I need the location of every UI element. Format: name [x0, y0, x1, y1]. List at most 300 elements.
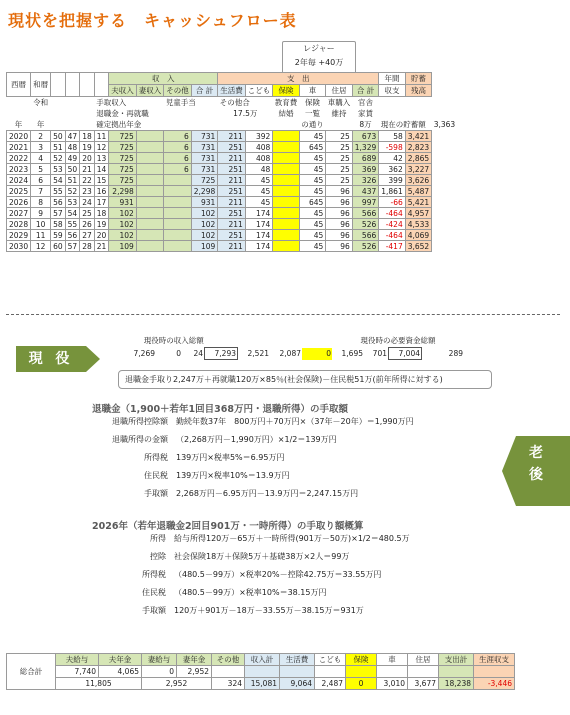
cell-y: 2028 [7, 219, 31, 230]
cell-total: 109 [191, 241, 217, 252]
table-row [7, 219, 458, 230]
cell-house: 25 [326, 175, 353, 186]
sub-edu: 教育費 [274, 98, 298, 107]
calc-label: 所得税 [142, 570, 166, 579]
cell-a3: 20 [80, 153, 95, 164]
bh-9: 車 [377, 654, 408, 666]
retire-heading: 退職金（1,900＋若年1回目368万円・退職所得）の手取額 [92, 404, 348, 415]
calc-text: 社会保険18万＋保険5万＋基礎38万×2人＝99万 [174, 552, 350, 561]
retire-lines [102, 416, 414, 506]
cell-total: 102 [191, 219, 217, 230]
cell-living: 251 [218, 142, 246, 153]
cell-exp: 526 [352, 219, 378, 230]
y2026-heading: 2026年（若年退職金2回目901万・一時所得）の手取り額概算 [92, 521, 364, 532]
b2-4: 324 [212, 678, 245, 690]
cell-r: 7 [31, 186, 51, 197]
cell-child: 174 [245, 230, 273, 241]
sub-other-sum: その他合 [219, 98, 250, 107]
cell-husband: 725 [109, 131, 137, 142]
cell-ins [273, 142, 300, 153]
summary-v2: 0 [176, 349, 181, 358]
cell-ins [273, 175, 300, 186]
sub-car2: 維持 [331, 109, 347, 118]
sub-ins3: の通り [301, 120, 324, 129]
cell-a3: 28 [80, 241, 95, 252]
summary-v5: 2,521 [247, 349, 269, 358]
sub-takehome: 手取収入 [96, 98, 127, 107]
cell-living: 211 [218, 241, 246, 252]
table-row [7, 164, 458, 175]
cell-wife [136, 142, 164, 153]
sub-dc-pension: 確定拠出年金 [96, 120, 142, 129]
cell-total: 931 [191, 197, 217, 208]
table-row [7, 175, 458, 186]
cell-y: 2025 [7, 186, 31, 197]
cell-bal: -417 [379, 241, 405, 252]
col-expense-total: 合 計 [352, 85, 378, 97]
cell-a4: 21 [94, 241, 109, 252]
table-row [7, 230, 458, 241]
cell-wife [136, 164, 164, 175]
cell-r: 5 [31, 164, 51, 175]
cell-bal: -598 [379, 142, 405, 153]
cell-car: 45 [299, 164, 326, 175]
cell-car: 45 [299, 131, 326, 142]
cell-y: 2022 [7, 153, 31, 164]
col-car: 車 [299, 85, 326, 97]
calc-line [120, 569, 410, 587]
cell-living: 251 [218, 230, 246, 241]
table-row [7, 186, 458, 197]
calc-line [102, 434, 414, 452]
cell-r: 8 [31, 197, 51, 208]
cell-bal: -464 [379, 208, 405, 219]
calc-line [102, 452, 414, 470]
cell-other [164, 208, 192, 219]
col-annual: 年間 [379, 73, 405, 85]
cell-total: 731 [191, 153, 217, 164]
calc-line [120, 533, 410, 551]
calc-text: 勤続年数37年 800万円＋70万円×（37年－20年）＝1,990万円 [176, 417, 414, 426]
calc-text: （480.5－99万）×税率20%－控除42.75万＝33.55万円 [174, 570, 382, 579]
cell-r: 3 [31, 142, 51, 153]
sub-ins: 保険 [305, 98, 321, 107]
cell-a3: 26 [80, 219, 95, 230]
cell-ins [273, 131, 300, 142]
cell-other [164, 241, 192, 252]
calc-text: 120万＋901万－18万－33.55万－38.15万＝931万 [174, 606, 364, 615]
cell-total: 725 [191, 175, 217, 186]
b2-8: 0 [346, 678, 377, 690]
summary-expense-label: 現役時の必要資金総額 [360, 336, 436, 345]
cell-total: 731 [191, 142, 217, 153]
cell-wife [136, 219, 164, 230]
retire-arrow [502, 436, 516, 506]
cell-a2: 55 [65, 219, 80, 230]
cell-a1: 55 [51, 186, 66, 197]
cell-husband: 109 [109, 241, 137, 252]
b1-1: 4,065 [99, 666, 142, 678]
cell-child: 174 [245, 241, 273, 252]
cell-r: 9 [31, 208, 51, 219]
retire-badge-text: 老後 [529, 445, 543, 483]
cell-ins [273, 219, 300, 230]
calc-text: （2,268万円－1,990万円）×1/2＝139万円 [176, 435, 337, 444]
cell-sav: 4,957 [405, 208, 431, 219]
cell-husband: 725 [109, 142, 137, 153]
b2-11: 18,238 [439, 678, 474, 690]
calc-label: 手取額 [144, 489, 168, 498]
cell-other [164, 186, 192, 197]
cell-living: 251 [218, 208, 246, 219]
cell-y: 2026 [7, 197, 31, 208]
cell-a2: 50 [65, 164, 80, 175]
cell-child: 45 [245, 175, 273, 186]
cell-house: 25 [326, 164, 353, 175]
cell-bal: 1,861 [379, 186, 405, 197]
expense-group-header: 支 出 [218, 73, 379, 85]
b1-3: 2,952 [177, 666, 212, 678]
col-husband: 夫収入 [109, 85, 137, 97]
cell-other [164, 175, 192, 186]
summary-v4: 7,293 [205, 348, 238, 360]
cell-house: 96 [326, 197, 353, 208]
cell-sav: 3,227 [405, 164, 431, 175]
cell-a1: 51 [51, 142, 66, 153]
cell-living: 211 [218, 175, 246, 186]
col-savings2: 残高 [405, 85, 431, 97]
cell-a4: 18 [94, 208, 109, 219]
cell-a3: 24 [80, 197, 95, 208]
col-income-total: 合 計 [191, 85, 217, 97]
calc-label: 住民税 [144, 471, 168, 480]
bh-0: 夫給与 [56, 654, 99, 666]
cell-child: 45 [245, 186, 273, 197]
calc-line [120, 605, 410, 623]
b2-12: -3,446 [474, 678, 515, 690]
cell-r: 4 [31, 153, 51, 164]
cell-ins [273, 197, 300, 208]
calc-text: 給与所得120万－65万＋一時所得(901万－50万)×1/2＝480.5万 [174, 534, 410, 543]
cell-a2: 48 [65, 142, 80, 153]
cell-sav: 3,421 [405, 131, 431, 142]
total-table [6, 653, 515, 690]
cell-y: 2021 [7, 142, 31, 153]
cell-ins [273, 164, 300, 175]
b1-2: 0 [142, 666, 177, 678]
summary-v3: 24 [193, 349, 203, 358]
col-wife: 妻収入 [136, 85, 164, 97]
calc-line [120, 587, 410, 605]
bh-12: 生涯収支 [474, 654, 515, 666]
cell-a4: 12 [94, 142, 109, 153]
calc-label: 退職所得控除額 [112, 417, 168, 426]
cell-child: 174 [245, 219, 273, 230]
page-title: 現状を把握する キャッシュフロー表 [8, 11, 297, 30]
cell-bal: 42 [379, 153, 405, 164]
calc-text: 139万円×税率10%＝13.9万円 [176, 471, 290, 480]
cell-a2: 53 [65, 197, 80, 208]
b2-2: 2,952 [142, 678, 212, 690]
cell-exp: 1,329 [352, 142, 378, 153]
cell-exp: 566 [352, 208, 378, 219]
cell-wife [136, 175, 164, 186]
cell-house: 25 [326, 153, 353, 164]
cell-husband: 102 [109, 230, 137, 241]
cell-exp: 369 [352, 164, 378, 175]
cell-exp: 673 [352, 131, 378, 142]
retire-badge [516, 436, 570, 506]
callout-line2: 2年毎 +40万 [294, 58, 344, 67]
cell-y: 2020 [7, 131, 31, 142]
summary-table [110, 334, 464, 360]
cell-child: 392 [245, 131, 273, 142]
cell-a3: 22 [80, 175, 95, 186]
cell-living: 211 [218, 153, 246, 164]
cell-bal: -464 [379, 230, 405, 241]
b1-0: 7,740 [56, 666, 99, 678]
sub-car: 車購入 [327, 98, 351, 107]
cell-ins [273, 241, 300, 252]
calc-line [120, 551, 410, 569]
summary-v6: 2,087 [279, 349, 301, 358]
income-group-header: 収 入 [109, 73, 218, 85]
cell-r: 6 [31, 175, 51, 186]
cell-car: 645 [299, 197, 326, 208]
bh-2: 妻給与 [142, 654, 177, 666]
cell-house: 96 [326, 241, 353, 252]
cell-child: 174 [245, 208, 273, 219]
cell-other [164, 197, 192, 208]
summary-v8: 1,695 [341, 349, 363, 358]
cell-child: 408 [245, 153, 273, 164]
cell-r: 11 [31, 230, 51, 241]
b2-9: 3,010 [377, 678, 408, 690]
cell-car: 645 [299, 142, 326, 153]
calc-text: （480.5－99万）×税率10%＝38.15万円 [174, 588, 327, 597]
sub-ins2: 一覧 [305, 109, 321, 118]
cell-other [164, 230, 192, 241]
cell-house: 96 [326, 186, 353, 197]
bh-3: 妻年金 [177, 654, 212, 666]
cell-sav: 3,652 [405, 241, 431, 252]
bh-5: 収入計 [245, 654, 280, 666]
cell-other: 6 [164, 142, 192, 153]
cell-husband: 725 [109, 164, 137, 175]
cell-other: 6 [164, 131, 192, 142]
table-row [7, 208, 458, 219]
cell-house: 96 [326, 219, 353, 230]
cell-wife [136, 197, 164, 208]
cell-ins [273, 186, 300, 197]
calc-label: 所得税 [144, 453, 168, 462]
bh-10: 住居 [408, 654, 439, 666]
cell-a4: 11 [94, 131, 109, 142]
col-living: 生活費 [218, 85, 246, 97]
cell-a1: 53 [51, 164, 66, 175]
current-savings-value: 3,363 [433, 120, 456, 130]
calc-text: 139万円×税率5%＝6.95万円 [176, 453, 285, 462]
cell-husband: 2,298 [109, 186, 137, 197]
cell-bal: 362 [379, 164, 405, 175]
calc-line [102, 416, 414, 434]
bh-6: 生活費 [280, 654, 315, 666]
calc-label: 手取額 [142, 606, 166, 615]
cell-exp: 326 [352, 175, 378, 186]
col-wareki: 和暦 [31, 73, 51, 97]
cell-bal: -424 [379, 219, 405, 230]
cell-exp: 437 [352, 186, 378, 197]
cell-a4: 20 [94, 230, 109, 241]
cell-ins [273, 230, 300, 241]
cell-living: 251 [218, 186, 246, 197]
cell-wife [136, 131, 164, 142]
b2-0: 11,805 [56, 678, 142, 690]
cell-a2: 52 [65, 186, 80, 197]
table-row [7, 153, 458, 164]
b2-6: 9,064 [280, 678, 315, 690]
col-seireki: 西暦 [7, 73, 31, 97]
cell-house: 96 [326, 230, 353, 241]
cell-husband: 725 [109, 153, 137, 164]
cell-a1: 58 [51, 219, 66, 230]
bh-7: こども [315, 654, 346, 666]
cell-a3: 19 [80, 142, 95, 153]
cell-total: 731 [191, 164, 217, 175]
note-box: 退職金手取り2,247万＋再就職120万×85％(社会保険)－住民税51万(前年所得に対する) [118, 370, 492, 389]
current-savings-label: 現在の貯蓄額 [380, 120, 426, 129]
cell-sav: 4,069 [405, 230, 431, 241]
b2-5: 15,081 [245, 678, 280, 690]
summary-income-label: 現役時の収入総額 [143, 336, 204, 345]
summary-v1: 7,269 [133, 349, 155, 358]
cell-a2: 56 [65, 230, 80, 241]
reiwa-label: 令和 [33, 98, 49, 107]
cell-husband: 931 [109, 197, 137, 208]
cell-a4: 17 [94, 197, 109, 208]
col-balance: 収支 [379, 85, 405, 97]
cell-a3: 25 [80, 208, 95, 219]
cell-a3: 23 [80, 186, 95, 197]
cell-sav: 4,533 [405, 219, 431, 230]
cashflow-table [6, 72, 458, 252]
calc-label: 所得 [150, 534, 166, 543]
divider-line [6, 314, 560, 315]
cell-a2: 54 [65, 208, 80, 219]
sub-living-amount: 17.5万 [233, 109, 258, 118]
cell-car: 45 [299, 186, 326, 197]
calc-line [102, 470, 414, 488]
nen-label2: 年 [36, 120, 45, 129]
col-savings: 貯蓄 [405, 73, 431, 85]
cell-a1: 57 [51, 208, 66, 219]
cell-car: 45 [299, 219, 326, 230]
cell-exp: 566 [352, 230, 378, 241]
cell-bal: -66 [379, 197, 405, 208]
cell-r: 10 [31, 219, 51, 230]
cell-wife [136, 208, 164, 219]
calc-line [102, 488, 414, 506]
b2-10: 3,677 [408, 678, 439, 690]
current-badge: 現 役 [16, 346, 86, 372]
cell-house: 25 [326, 131, 353, 142]
bh-4: その他 [212, 654, 245, 666]
table-row [7, 241, 458, 252]
cell-living: 251 [218, 164, 246, 175]
cell-a4: 15 [94, 175, 109, 186]
callout-line1: レジャー [303, 44, 335, 53]
sub-house: 官舎 [358, 98, 373, 107]
cell-total: 102 [191, 230, 217, 241]
cell-a2: 57 [65, 241, 80, 252]
cell-wife [136, 186, 164, 197]
cell-y: 2029 [7, 230, 31, 241]
cell-y: 2030 [7, 241, 31, 252]
cell-a2: 51 [65, 175, 80, 186]
table-row [7, 142, 458, 153]
cell-sav: 2,865 [405, 153, 431, 164]
cell-a1: 60 [51, 241, 66, 252]
col-other: その他 [164, 85, 192, 97]
cell-wife [136, 153, 164, 164]
cell-sav: 5,487 [405, 186, 431, 197]
cell-child: 45 [245, 197, 273, 208]
cell-a1: 50 [51, 131, 66, 142]
cell-a4: 14 [94, 164, 109, 175]
cell-child: 48 [245, 164, 273, 175]
cell-a1: 52 [51, 153, 66, 164]
cell-car: 45 [299, 175, 326, 186]
cell-bal: 399 [379, 175, 405, 186]
cell-car: 45 [299, 230, 326, 241]
y2026-lines [120, 533, 410, 623]
cell-r: 12 [31, 241, 51, 252]
cell-other: 6 [164, 153, 192, 164]
summary-v9: 701 [372, 349, 387, 358]
cell-wife [136, 230, 164, 241]
total-label: 総合計 [7, 654, 56, 690]
col-house: 住居 [326, 85, 353, 97]
cell-husband: 102 [109, 219, 137, 230]
cell-living: 211 [218, 131, 246, 142]
summary-v11: 289 [448, 349, 463, 358]
cell-bal: 58 [379, 131, 405, 142]
cell-a3: 27 [80, 230, 95, 241]
calc-label: 控除 [150, 552, 166, 561]
cell-y: 2027 [7, 208, 31, 219]
cell-a4: 19 [94, 219, 109, 230]
bh-1: 夫年金 [99, 654, 142, 666]
bh-8: 保険 [346, 654, 377, 666]
cell-other: 6 [164, 164, 192, 175]
cell-exp: 526 [352, 241, 378, 252]
table-row [7, 131, 458, 142]
table-row [7, 197, 458, 208]
calc-label: 退職所得の金額 [112, 435, 168, 444]
cell-exp: 997 [352, 197, 378, 208]
summary-v10: 7,004 [389, 348, 422, 360]
cell-a2: 47 [65, 131, 80, 142]
cell-a1: 54 [51, 175, 66, 186]
cell-ins [273, 153, 300, 164]
cell-sav: 2,823 [405, 142, 431, 153]
cell-total: 2,298 [191, 186, 217, 197]
cell-exp: 689 [352, 153, 378, 164]
cell-y: 2023 [7, 164, 31, 175]
summary-v7: 0 [302, 348, 332, 360]
cell-total: 102 [191, 208, 217, 219]
cell-a3: 21 [80, 164, 95, 175]
